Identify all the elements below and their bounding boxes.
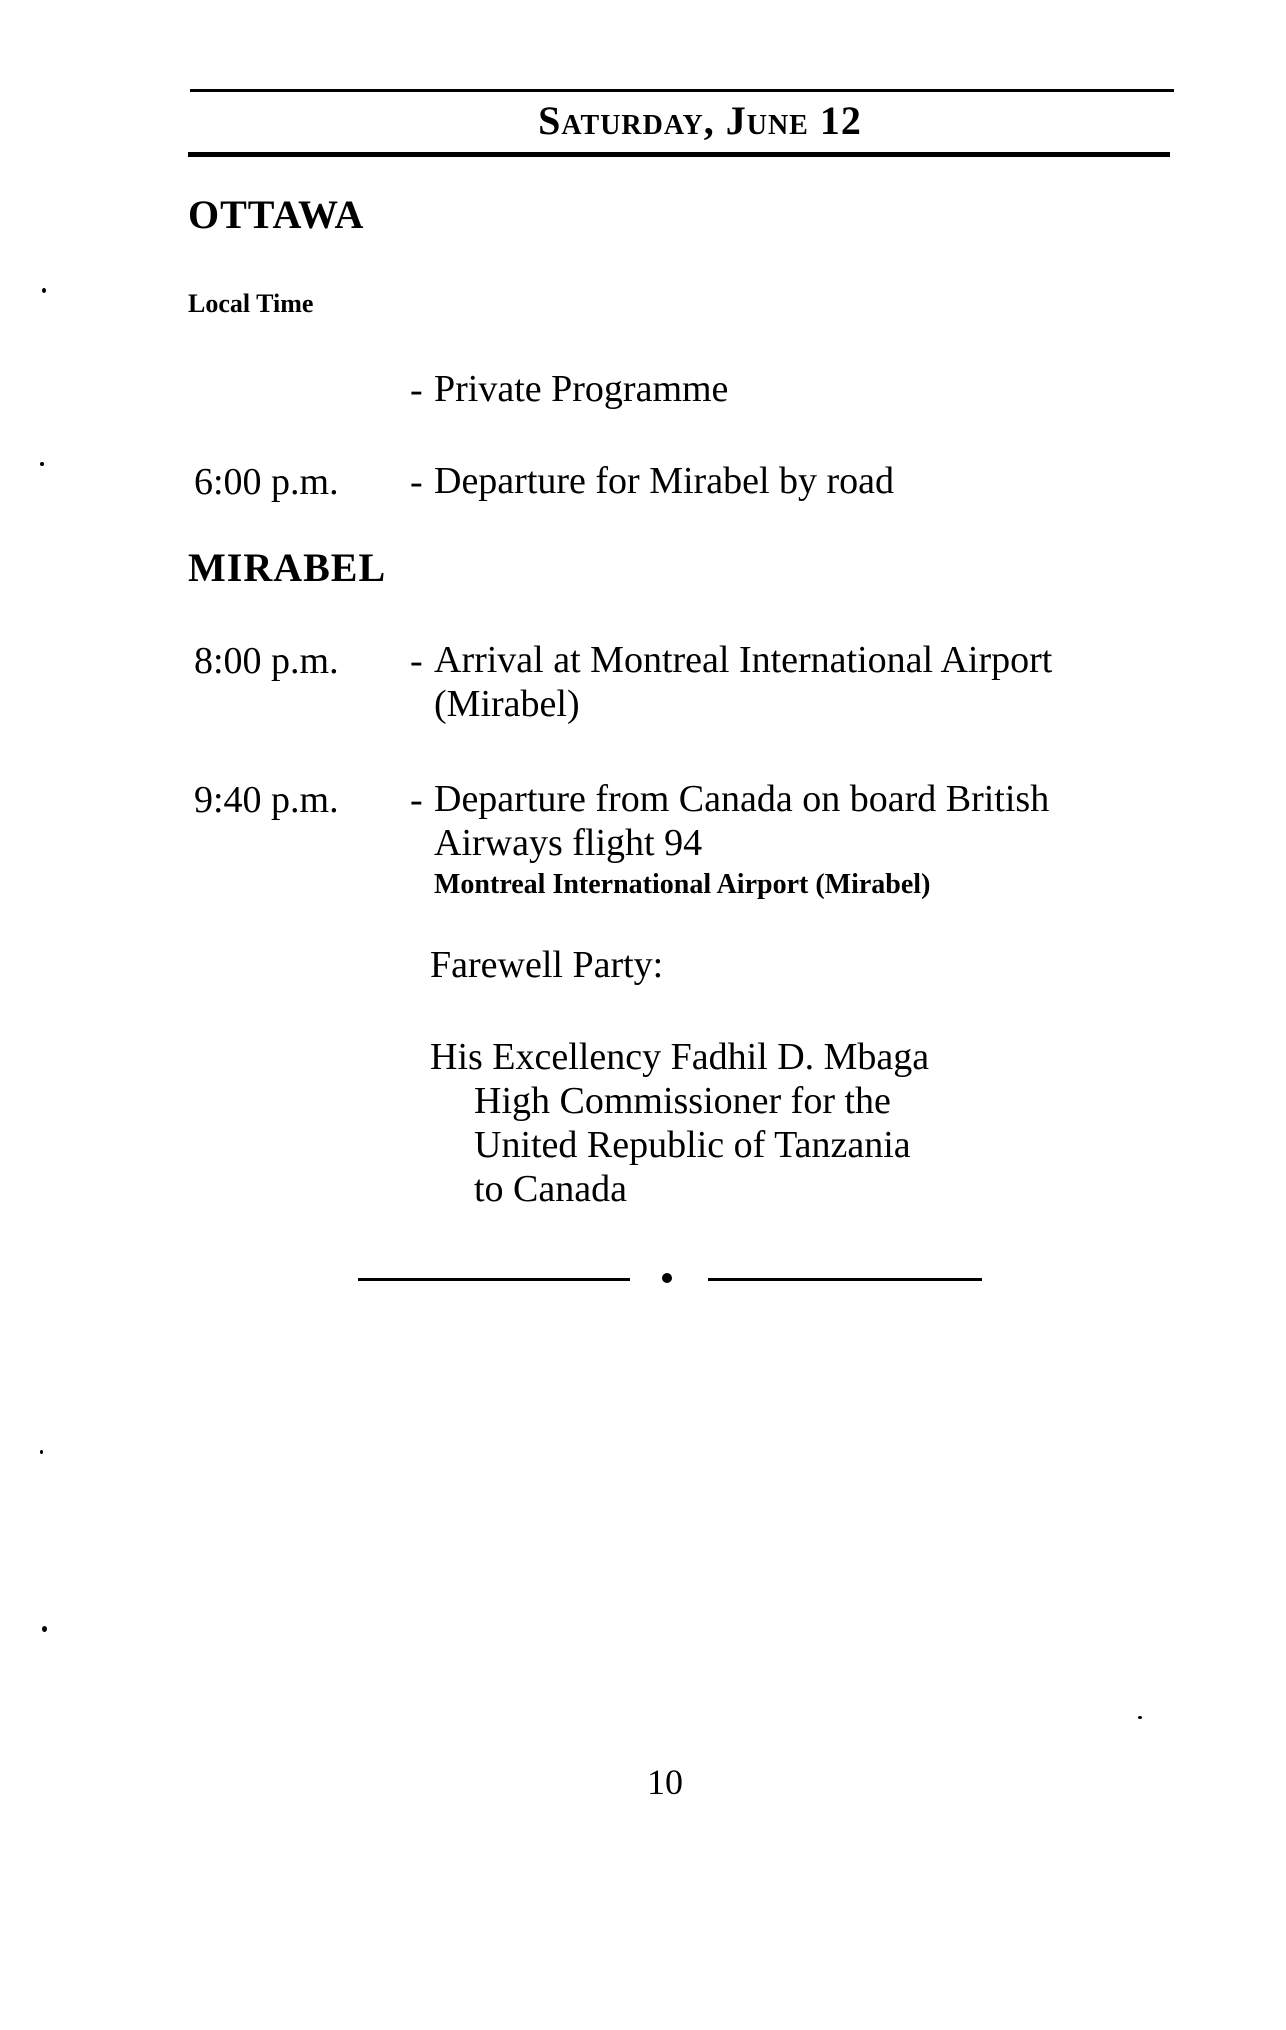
item-dash: - [410, 369, 423, 411]
item-time: 8:00 p.m. [194, 640, 339, 682]
page-number: 10 [647, 1762, 683, 1802]
item-description-line-2: Airways flight 94 [434, 822, 703, 864]
item-time: 9:40 p.m. [194, 779, 339, 821]
item-description-line-2: (Mirabel) [434, 683, 580, 725]
item-location-note: Montreal International Airport (Mirabel) [434, 869, 931, 900]
header-bottom-rule [188, 152, 1170, 157]
farewell-party-label: Farewell Party: [430, 944, 664, 986]
scan-speck [42, 1626, 47, 1632]
scan-speck [40, 462, 44, 466]
city-heading-mirabel: MIRABEL [188, 545, 387, 590]
scan-speck [1138, 1716, 1142, 1719]
item-time: 6:00 p.m. [194, 461, 339, 503]
divider-right-rule [708, 1278, 982, 1281]
local-time-label: Local Time [188, 289, 314, 318]
divider-bullet-icon [662, 1273, 672, 1283]
item-description: Departure for Mirabel by road [434, 460, 895, 502]
header-top-rule [190, 89, 1174, 92]
item-description-line-1: Departure from Canada on board British [434, 778, 1050, 820]
item-description: Private Programme [434, 368, 729, 410]
city-heading-ottawa: OTTAWA [188, 192, 365, 237]
divider-left-rule [358, 1278, 630, 1281]
item-dash: - [410, 640, 423, 682]
scan-speck [40, 1450, 43, 1454]
scan-speck [42, 288, 46, 293]
host-title: High Commissioner for the United Republic of Tanzania to Canada [474, 1080, 911, 1210]
item-dash: - [410, 779, 423, 821]
host-name: His Excellency Fadhil D. Mbaga [430, 1036, 930, 1078]
item-description-line-1: Arrival at Montreal International Airport [434, 639, 1053, 681]
item-dash: - [410, 461, 423, 503]
day-heading: Saturday, June 12 [538, 98, 862, 143]
